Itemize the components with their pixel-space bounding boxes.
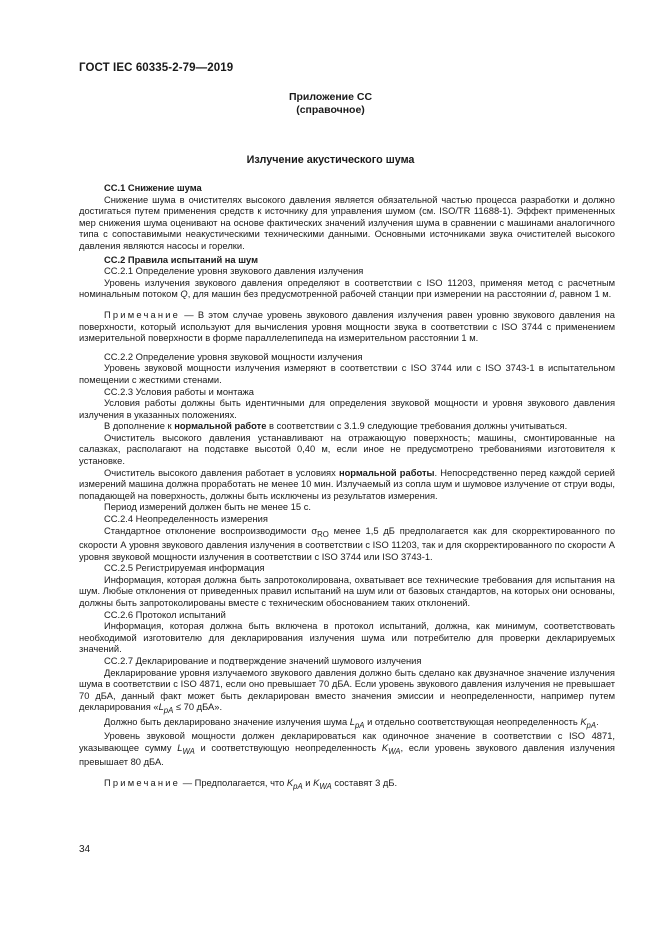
cc24-heading: СС.2.4 Неопределенность измерения [104, 514, 268, 525]
cc26-paragraph: Информация, которая должна быть включена в протокол испытаний, должна, как минимум, соответствовать необходимой изготовителю для декларирования излучения шума или потребителю для проверки декларируемых значений. [79, 621, 615, 655]
cc21-paragraph: Уровень излучения звукового давления определяют в соответствии с ISO 11203, применяя метод с расчетным номинальным потоком Q, для машин без предусмотренной рабочей станции при измерении на расстоянии d, равном 1 м. [79, 277, 615, 300]
cc26-heading: СС.2.6 Протокол испытаний [104, 609, 226, 620]
cc27-heading: СС.2.7 Декларирование и подтверждение значений шумового излучения [104, 656, 422, 667]
cc24-paragraph: Стандартное отклонение воспроизводимости $\sigma_{RO}$ менее 1,5 дБ предполагается как для скорректированного по скорости А уровня звукового давления излучения в соответствии с ISO 11203, так и для скорректированного по скорости А уровня звуковой мощности излучения в соответствии с ISO 3744 или ISO 3743-1. [79, 525, 616, 562]
cc2-heading: СС.2 Правила испытаний на шум [104, 254, 258, 265]
document-body [79, 183, 615, 792]
cc25-heading: СС.2.5 Регистрируемая информация [104, 563, 265, 574]
cc22-paragraph: Уровень звуковой мощности излучения измеряют в соответствии с ISO 3744 или с ISO 3743-1 в испытательном помещении с жесткими стенами. [79, 363, 615, 385]
cc1-paragraph: Снижение шума в очистителях высокого давления является обязательной частью процесса разработки и должно достигаться путем применения средств к источнику для управления шумом (см. ISO/TR 11688-1). Эффект примененных мер снижения шума оценивают на основе фактических значений излучения шума в сравнении с машинами аналогичного типа с сопоставимыми неакустическими техническими данными. Основными источниками звука очистителей высокого давления являются насосы и горелки. [79, 194, 615, 251]
document-header: ГОСТ IEC 60335-2-79—2019 [79, 62, 234, 74]
annex-heading [0, 91, 661, 117]
note-2: Примечание — Предполагается, что $K_{pA}$ и $K_{WA}$ составят 3 дБ. [104, 777, 398, 791]
note-1: Примечание — В этом случае уровень звукового давления излучения равен уровню звукового давления на поверхности, который используют для вычисления уровня мощности звука в соответствии с ISO 3744 с применением измерительной поверхности в форме параллелепипеда на измерительном расстоянии 1 м. [79, 309, 615, 344]
cc23-paragraph-4: Очиститель высокого давления работает в условиях нормальной работы. Непосредственно перед каждой серией измерений машина должна проработать не менее 10 мин. Излучаемый из сопла шум и шумовое излучение от струи воды, попадающей на поверхность, должны быть исключены из результатов измерения. [79, 467, 615, 501]
cc22-heading: СС.2.2 Определение уровня звуковой мощности излучения [104, 351, 363, 362]
cc27-paragraph-2: Должно быть декларировано значение излучения шума $L_{pA}$ и отдельно соответствующая неопределенность $K_{pA}$. [104, 716, 599, 730]
cc21-heading: СС.2.1 Определение уровня звукового давления излучения [104, 266, 364, 277]
cc23-paragraph-5: Период измерений должен быть не менее 15 с. [104, 502, 311, 513]
cc27-paragraph-3: Уровень звуковой мощности должен декларироваться как одиночное значение в соответствии с ISO 4871, указывающее сумму $L_{WA}$ и соответствующую неопределенность $K_{WA}$, если уровень звукового давления излучения превышает 80 дБА. [79, 731, 615, 768]
page-number: 34 [79, 844, 91, 855]
cc27-paragraph-1: Декларирование уровня излучаемого звукового давления должно быть сделано как двузначное значение излучения шума в соответствии с ISO 4871, если оно превышает 70 дБА. Если уровень звукового давления излучения не превышает 70 дБА, данный факт может быть декларирован вместо значения эмиссии и неопределенности, например путем декларирования «$L_{pA} \le 70$ дБА». [79, 667, 615, 716]
cc23-paragraph-3: Очиститель высокого давления устанавливают на отражающую поверхность; машины, смонтированные на салазках, располагают на подставке высотой 0,40 м, если иное не предусмотрено требованиями изготовителя к установке. [79, 432, 615, 467]
annex-title: Приложение СС [288, 91, 373, 103]
section-title: Излучение акустического шума [246, 154, 415, 166]
cc1-heading: СС.1 Снижение шума [104, 183, 202, 193]
cc23-heading: СС.2.3 Условия работы и монтажа [104, 386, 254, 397]
annex-type: (справочное) [296, 104, 365, 116]
cc23-paragraph-2: В дополнение к нормальной работе в соответствии с 3.1.9 следующие требования должны учитываться. [104, 421, 568, 432]
cc23-paragraph-1: Условия работы должны быть идентичными для определения звуковой мощности и уровня звукового давления излучения в указанных положениях. [79, 398, 615, 420]
cc25-paragraph: Информация, которая должна быть запротоколирована, охватывает все технические требования для испытания на шум. Любые отклонения от приведенных правил испытаний на шум или от базовых стандартов, на которых они основаны, должны быть запротоколированы вместе с техническим обоснованием таких отклонений. [79, 574, 615, 609]
